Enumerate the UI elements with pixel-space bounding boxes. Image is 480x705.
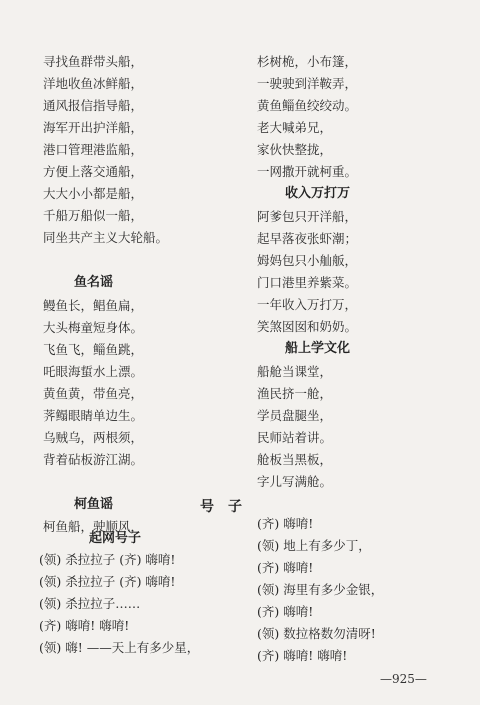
poem-line: 起早落夜张虾潮；: [257, 231, 358, 246]
poem-line: 千船万船似一船，: [43, 208, 144, 223]
poem-line: 鳗鱼长，鲳鱼扁，: [43, 298, 144, 313]
poem-line: 家伙快整拢，: [257, 142, 333, 157]
poem-line: 渔民挤一舱，: [257, 386, 333, 401]
poem-title: 柯鱼谣: [74, 497, 114, 512]
poem-line: 民师站着讲。: [257, 430, 333, 445]
chant-line: (领) 地上有多少丁，: [257, 538, 371, 553]
poem-line: 一驶驶到洋鞍弄，: [257, 76, 358, 91]
chant-line: (领) 杀拉拉子……: [39, 596, 141, 611]
poem-line: 老大喊弟兄，: [257, 120, 333, 135]
poem-line: 一网撒开就柯重。: [257, 164, 358, 179]
poem-line: 海军开出护洋船，: [43, 120, 144, 135]
chant-line: (领) 数拉格数勿清呀!: [257, 626, 376, 641]
poem-line: 字儿写满舱。: [257, 474, 333, 489]
poem-line: 飞鱼飞，鲻鱼跳，: [43, 342, 144, 357]
poem-line: 舱板当黑板，: [257, 452, 333, 467]
poem-title: 鱼名谣: [74, 275, 114, 290]
poem-line: 洋地收鱼冰鲜船，: [43, 76, 144, 91]
poem-line: 黄鱼鲻鱼绞绞动。: [257, 98, 358, 113]
chant-line: (齐) 嗨唷!: [257, 516, 314, 531]
poem-title: 船上学文化: [285, 341, 351, 356]
poem-line: 笑煞囡囡和奶奶。: [257, 319, 358, 334]
poem-title: 起网号子: [89, 531, 142, 546]
poem-line: 门口港里养紫菜。: [257, 275, 358, 290]
poem-line: 通风报信指导船，: [43, 98, 144, 113]
poem-line: 同坐共产主义大轮船。: [43, 230, 169, 245]
poem-line: 杉树桅，小布篷，: [257, 54, 358, 69]
chant-line: (领) 杀拉拉子 (齐) 嗨唷!: [39, 574, 176, 589]
chant-line: (齐) 嗨唷!: [257, 604, 314, 619]
poem-line: 乌贼乌，两根须，: [43, 430, 144, 445]
poem-line: 阿爹包只开洋船，: [257, 209, 358, 224]
poem-line: 黄鱼黄，带鱼亮，: [43, 386, 144, 401]
poem-line: 荠鳎眼睛单边生。: [43, 408, 144, 423]
poem-line: 寻找鱼群带头船，: [43, 54, 144, 69]
poem-line: 大大小小都是船，: [43, 186, 144, 201]
poem-line: 船舱当课堂，: [257, 364, 333, 379]
poem-line: 港口管理港监船，: [43, 142, 144, 157]
poem-title: 收入万打万: [285, 186, 351, 201]
poem-line: 大头梅童短身体。: [43, 320, 144, 335]
poem-line: 姆妈包只小舢舨，: [257, 253, 358, 268]
section-heading: 号子: [200, 499, 256, 515]
poem-line: 学员盘腿坐，: [257, 408, 333, 423]
poem-line: 柯鱼船，驶顺风，: [43, 519, 144, 534]
chant-line: (领) 杀拉拉子 (齐) 嗨唷!: [39, 552, 176, 567]
poem-line: 吒眼海蜇水上漂。: [43, 364, 144, 379]
chant-line: (领) 海里有多少金银，: [257, 582, 384, 597]
chant-line: (齐) 嗨唷! 嗨唷!: [257, 648, 348, 663]
poem-line: 背着砧板游江湖。: [43, 452, 144, 467]
page-number: —925—: [380, 672, 427, 686]
chant-line: (齐) 嗨唷!: [257, 560, 314, 575]
poem-line: 方便上落交通船，: [43, 164, 144, 179]
poem-line: 一年收入万打万，: [257, 297, 358, 312]
chant-line: (领) 嗨! ——天上有多少星，: [39, 640, 200, 655]
chant-line: (齐) 嗨唷! 嗨唷!: [39, 618, 130, 633]
